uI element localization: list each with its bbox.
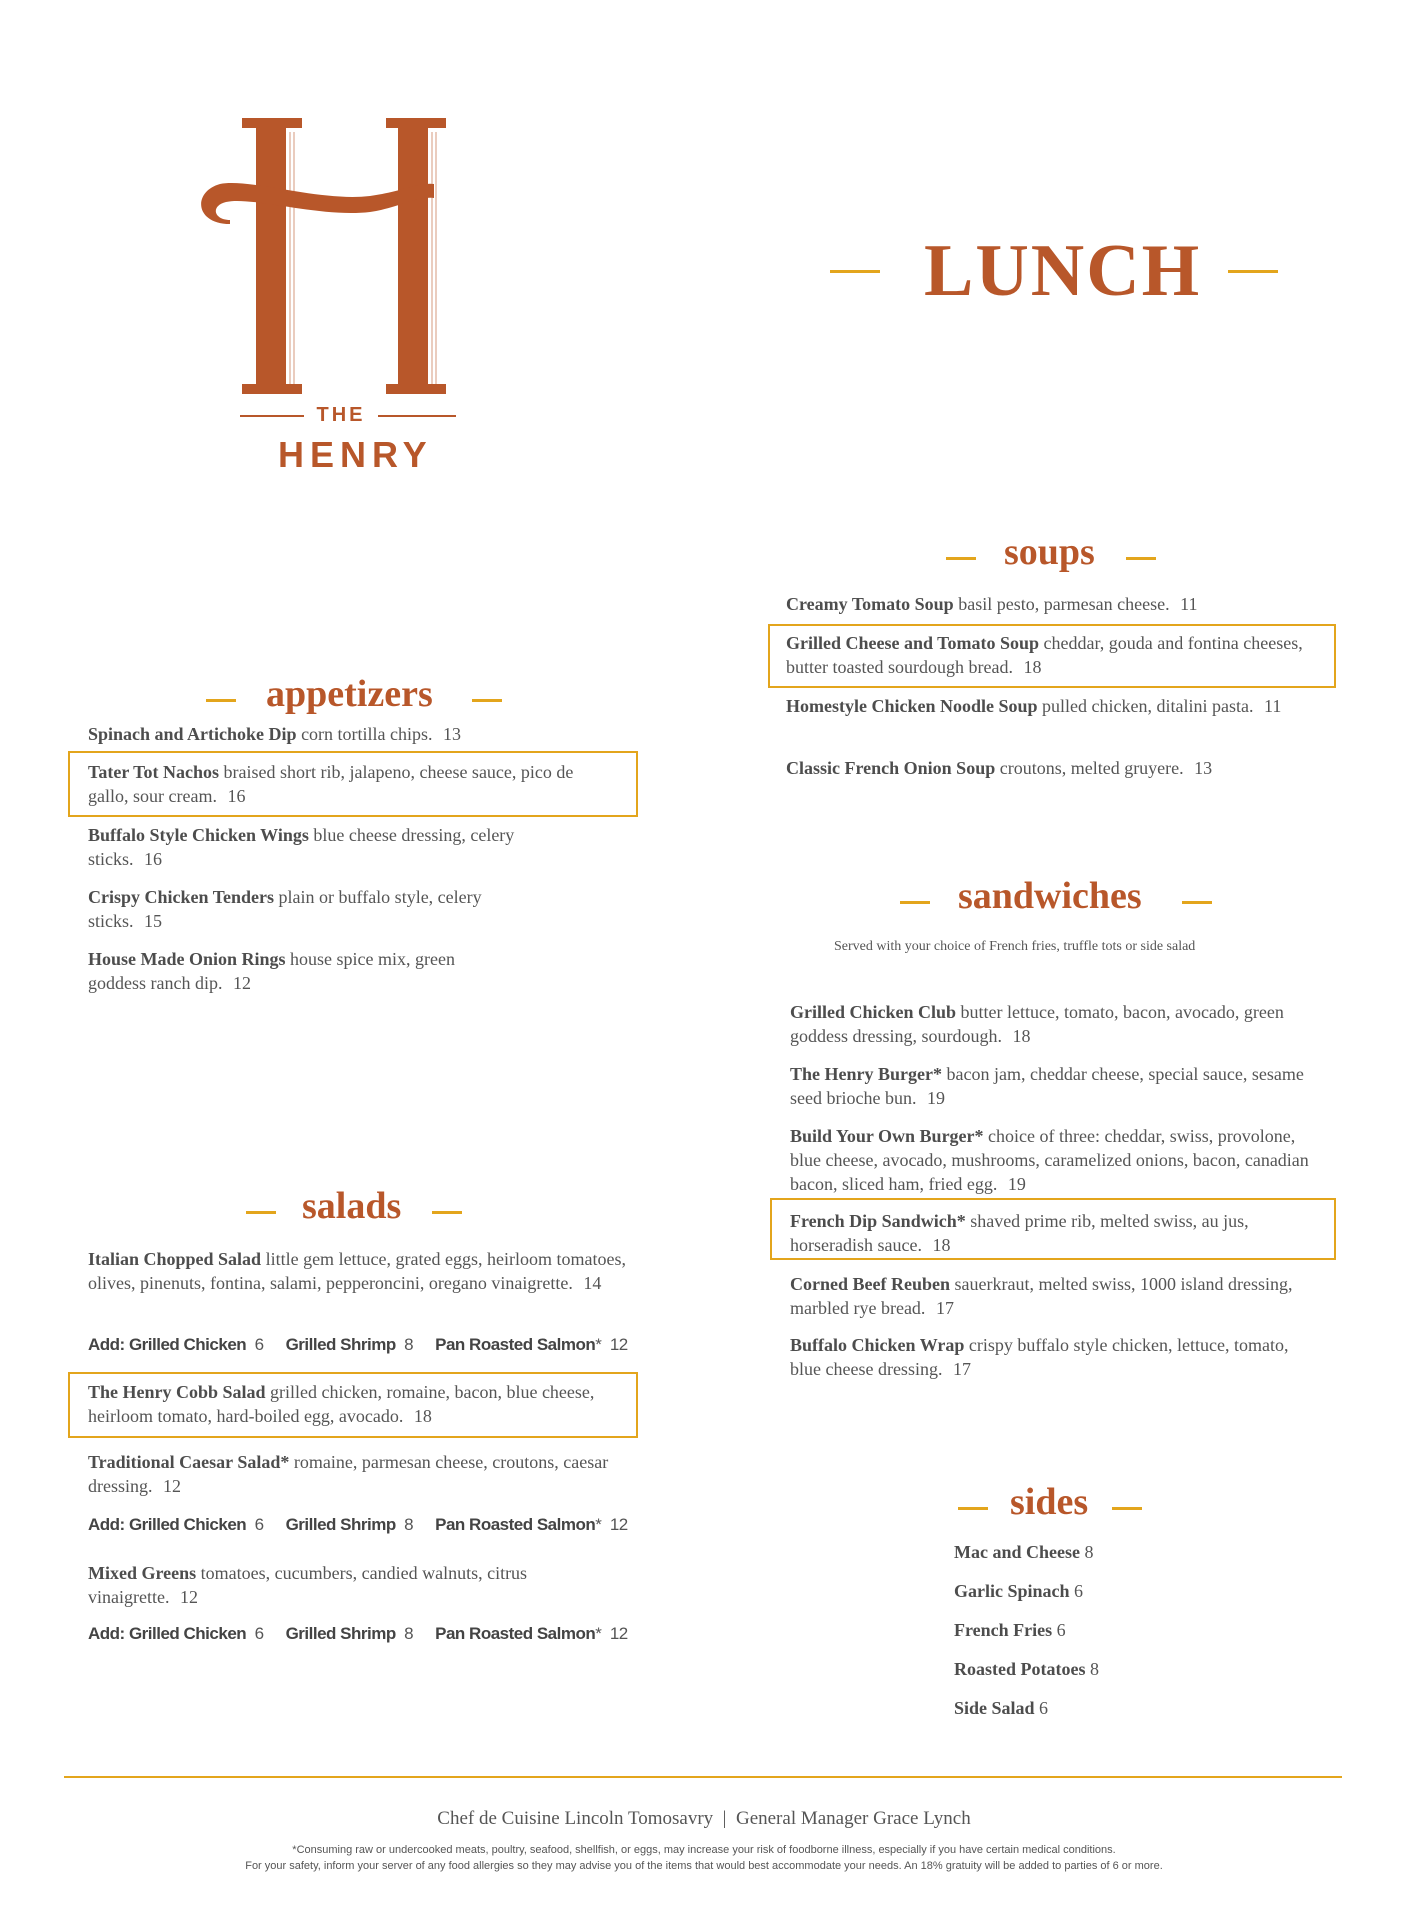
side-item [954,1618,1066,1642]
add-label: Add: [88,1335,125,1354]
item-name: Grilled Cheese and Tomato Soup [786,633,1040,653]
heading-dash-left [206,699,236,702]
item-price: 13 [443,724,462,744]
item-name: The Henry Burger* [790,1064,942,1084]
menu-item [88,722,648,746]
menu-item [786,694,1326,718]
menu-item [790,1272,1330,1320]
add-option-name: Grilled Chicken [128,1335,247,1354]
item-desc: basil pesto, parmesan cheese. [958,594,1170,614]
heading-dash-left [900,901,930,904]
menu-item [88,760,608,808]
heading-dash-left [946,557,976,560]
heading-dash-right [472,699,502,702]
item-name: Grilled Chicken Club [790,1002,957,1022]
item-name: Crispy Chicken Tenders [88,887,275,907]
add-option-name: Grilled Chicken [128,1624,247,1643]
item-name: Italian Chopped Salad [88,1249,262,1269]
heading-dash-left [958,1507,988,1510]
section-title: sandwiches [958,875,1142,917]
menu-item [88,1561,608,1609]
add-option-price: 6 [254,1624,264,1643]
menu-item [790,1000,1330,1048]
heading-dash-right [1126,557,1156,560]
item-price: 12 [232,973,251,993]
staff-credits: Chef de Cuisine Lincoln Tomosavry | General Manager Grace Lynch [437,1808,971,1829]
item-price: 8 [1089,1659,1099,1679]
menu-item [790,1209,1330,1257]
item-price: 8 [1084,1542,1094,1562]
soups-heading [946,530,1166,582]
add-option-suffix: * [595,1335,602,1354]
item-name: The Henry Cobb Salad [88,1382,266,1402]
add-on-row [88,1623,650,1645]
menu-item [790,1333,1310,1381]
add-on-row [88,1514,650,1536]
item-price: 11 [1263,696,1282,716]
add-option-name: Grilled Shrimp [285,1335,396,1354]
section-title: sides [1010,1481,1089,1523]
item-desc: croutons, melted gruyere. [999,758,1184,778]
item-desc: grilled chicken, romaine, bacon, blue cheese, heirloom tomato, hard-boiled egg, avocado. [88,1382,595,1426]
title-dash-right [1228,270,1278,273]
add-option-name: Grilled Shrimp [285,1515,396,1534]
item-price: 18 [932,1235,951,1255]
logo-divider-left [240,415,304,417]
item-price: 18 [1023,657,1042,677]
menu-item [88,1247,648,1295]
item-desc: choice of three: cheddar, swiss, provolone, blue cheese, avocado, mushrooms, caramelized onions, bacon, canadian bacon, sliced ham, fried egg. [790,1126,1309,1194]
footer-divider [64,1776,1342,1778]
add-option-name: Pan Roasted Salmon [435,1515,596,1534]
add-option-price: 8 [404,1335,414,1354]
item-name: French Dip Sandwich* [790,1211,966,1231]
section-title: appetizers [266,673,433,715]
salads-heading [246,1184,476,1236]
item-price: 12 [179,1587,198,1607]
item-price: 6 [1074,1581,1084,1601]
sandwiches-note: Served with your choice of French fries, truffle tots or side salad [834,939,1196,954]
add-option-price: 6 [254,1515,264,1534]
item-name: Buffalo Chicken Wrap [790,1335,965,1355]
item-desc: pulled chicken, ditalini pasta. [1042,696,1254,716]
add-label: Add: [88,1515,125,1534]
disclaimer-line-1: *Consuming raw or undercooked meats, poultry, seafood, shellfish, or eggs, may increase your risk of foodborne illness, especially if you have certain medical conditions. [292,1844,1116,1856]
side-item [954,1579,1083,1603]
menu-item [88,1450,648,1498]
item-desc: sauerkraut, melted swiss, 1000 island dressing, marbled rye bread. [790,1274,1293,1318]
sandwiches-heading [900,874,1216,926]
item-name: Mixed Greens [88,1563,197,1583]
item-desc: tomatoes, cucumbers, candied walnuts, citrus vinaigrette. [88,1563,528,1607]
item-price: 13 [1194,758,1213,778]
menu-item [786,756,1346,780]
logo-henry-text: HENRY [278,434,433,475]
appetizers-heading [200,672,510,724]
menu-item [88,823,518,871]
item-name: Side Salad [954,1698,1035,1718]
add-option-name: Pan Roasted Salmon [435,1624,596,1643]
item-name: House Made Onion Rings [88,949,286,969]
item-desc: crispy buffalo style chicken, lettuce, tomato, blue cheese dressing. [790,1335,1289,1379]
item-price: 12 [163,1476,181,1496]
item-price: 16 [227,786,246,806]
item-desc: little gem lettuce, grated eggs, heirloom tomatoes, olives, pinenuts, fontina, salami, pepperoncini, oregano vinaigrette. [88,1249,626,1293]
item-desc: cheddar, gouda and fontina cheeses, butter toasted sourdough bread. [786,633,1303,677]
add-option-name: Grilled Chicken [128,1515,247,1534]
item-desc: blue cheese dressing, celery sticks. [88,825,515,869]
add-option-price: 12 [609,1624,628,1643]
side-item [954,1657,1099,1681]
item-name: French Fries [954,1620,1053,1640]
add-option-name: Pan Roasted Salmon [435,1335,596,1354]
item-desc: shaved prime rib, melted swiss, au jus, horseradish sauce. [790,1211,1249,1255]
add-label: Add: [88,1624,125,1643]
item-desc: bacon jam, cheddar cheese, special sauce, sesame seed brioche bun. [790,1064,1304,1108]
item-name: Buffalo Style Chicken Wings [88,825,309,845]
side-item [954,1696,1048,1720]
add-option-price: 12 [609,1515,628,1534]
add-option-name: Grilled Shrimp [285,1624,396,1643]
item-name: Creamy Tomato Soup [786,594,954,614]
item-name: Build Your Own Burger* [790,1126,984,1146]
sides-heading [958,1480,1144,1532]
item-desc: romaine, parmesan cheese, croutons, caesar dressing. [88,1452,609,1496]
disclaimer-line-2: For your safety, inform your server of any food allergies so they may advise you of the items that would best accommodate your needs. An 18% gratuity will be added to parties of 6 or more. [245,1860,1163,1872]
menu-item [786,592,1346,616]
item-name: Homestyle Chicken Noodle Soup [786,696,1038,716]
title-dash-left [830,270,880,273]
menu-item [88,1380,628,1428]
item-name: Tater Tot Nachos [88,762,220,782]
side-item [954,1540,1093,1564]
menu-item [88,947,498,995]
heading-dash-right [1182,901,1212,904]
item-price: 16 [144,849,163,869]
add-on-row [88,1334,650,1356]
logo-the-text: THE [316,404,366,426]
item-desc: butter lettuce, tomato, bacon, avocado, green goddess dressing, sourdough. [790,1002,1284,1046]
heading-dash-right [432,1211,462,1214]
item-name: Mac and Cheese [954,1542,1080,1562]
item-name: Spinach and Artichoke Dip [88,724,297,744]
add-option-price: 8 [404,1515,414,1534]
item-price: 14 [583,1273,602,1293]
add-option-price: 12 [609,1335,628,1354]
item-desc: plain or buffalo style, celery sticks. [88,887,482,931]
item-price: 19 [926,1088,945,1108]
item-desc: corn tortilla chips. [301,724,433,744]
item-price: 18 [1012,1026,1031,1046]
menu-item [786,631,1326,679]
logo-divider-right [378,415,456,417]
page-title: LUNCH [924,230,1202,312]
item-name: Roasted Potatoes [954,1659,1086,1679]
menu-item [790,1062,1330,1110]
heading-dash-right [1112,1507,1142,1510]
page-title-area [0,228,1408,318]
item-price: 6 [1056,1620,1066,1640]
item-price: 17 [952,1359,971,1379]
item-price: 6 [1039,1698,1049,1718]
menu-item [790,1124,1310,1196]
section-title: salads [302,1185,402,1227]
item-name: Garlic Spinach [954,1581,1070,1601]
item-price: 17 [935,1298,954,1318]
item-price: 19 [1007,1174,1026,1194]
item-price: 15 [144,911,163,931]
add-option-price: 8 [404,1624,414,1643]
item-name: Classic French Onion Soup [786,758,996,778]
item-name: Traditional Caesar Salad* [88,1452,290,1472]
heading-dash-left [246,1211,276,1214]
section-title: soups [1004,531,1095,573]
menu-item [88,885,508,933]
item-name: Corned Beef Reuben [790,1274,950,1294]
item-desc: braised short rib, jalapeno, cheese sauce, pico de gallo, sour cream. [88,762,574,806]
item-price: 11 [1180,594,1198,614]
item-price: 18 [413,1406,432,1426]
add-option-price: 6 [254,1335,264,1354]
add-option-suffix: * [595,1624,602,1643]
add-option-suffix: * [595,1515,602,1534]
item-desc: house spice mix, green goddess ranch dip. [88,949,455,993]
